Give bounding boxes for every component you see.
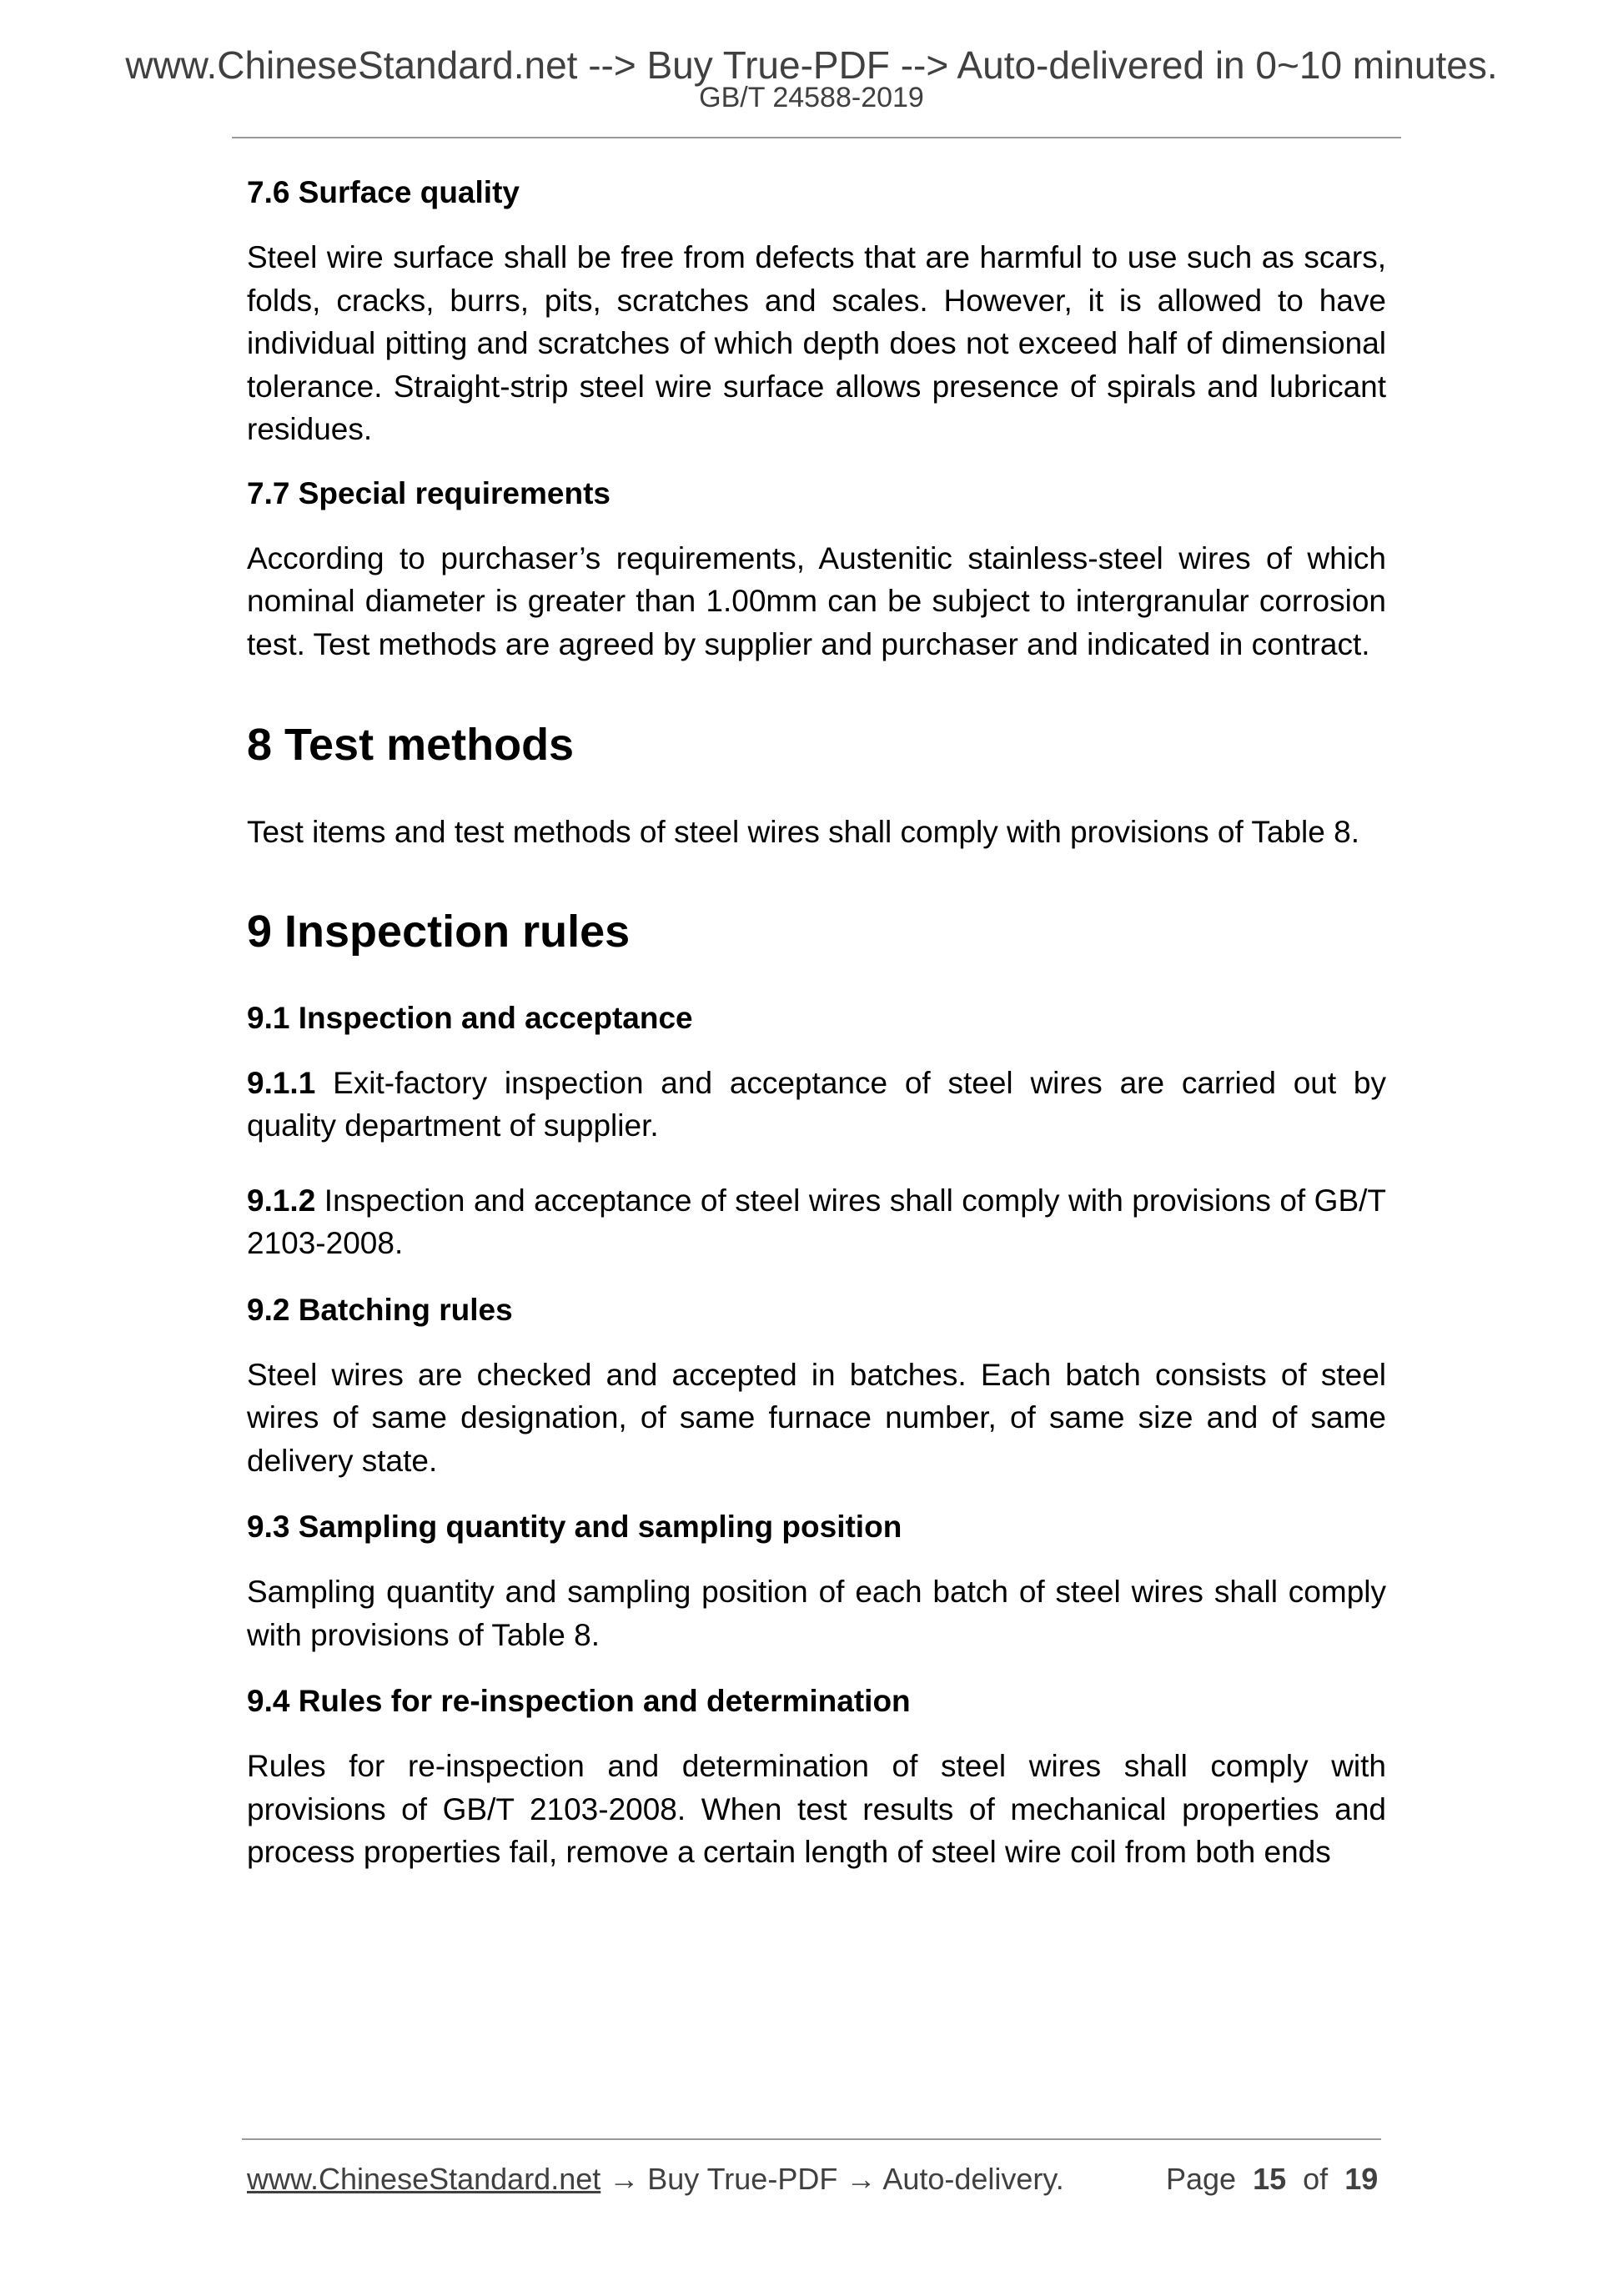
- heading-9-2: 9.2 Batching rules: [247, 1292, 513, 1327]
- footer-divider: [242, 2138, 1381, 2140]
- page-total: 19: [1344, 2162, 1379, 2196]
- heading-9-1: 9.1 Inspection and acceptance: [247, 1000, 693, 1035]
- page-number: [1166, 2158, 1378, 2200]
- footer-promo: [247, 2158, 1064, 2200]
- heading-7-6: 7.6 Surface quality: [247, 175, 520, 209]
- page-content: [247, 171, 1386, 1874]
- paragraph-9-1-1: [247, 1062, 1386, 1148]
- paragraph-9-3: Sampling quantity and sampling position of each batch of steel wires shall comply with provisions of Table 8.: [247, 1575, 1386, 1652]
- paragraph-9-4: Rules for re-inspection and determination of steel wires shall comply with provisions of GB/T 2103-2008. When test results of mechanical properties and process properties fail, remove a certain length of steel wire coil from both ends: [247, 1749, 1386, 1869]
- paragraph-8: Test items and test methods of steel wires shall comply with provisions of Table 8.: [247, 815, 1359, 849]
- clause-number: 9.1.2: [247, 1183, 316, 1218]
- heading-8: 8 Test methods: [247, 720, 575, 770]
- of-label: of: [1303, 2162, 1329, 2196]
- clause-text: Exit-factory inspection and acceptance of steel wires are carried out by quality department of supplier.: [247, 1065, 1387, 1143]
- paragraph-9-1-2: [247, 1179, 1386, 1265]
- heading-9-3: 9.3 Sampling quantity and sampling position: [247, 1510, 902, 1544]
- document-id: GB/T 24588-2019: [699, 82, 924, 113]
- header-divider: [232, 137, 1401, 138]
- page-label: Page: [1166, 2162, 1237, 2196]
- page-footer: [247, 2158, 1386, 2200]
- paragraph-7-6: Steel wire surface shall be free from defects that are harmful to use such as scars, folds, cracks, burrs, pits, scratches and scales. However, it is allowed to have individual pitting and scratches of which depth does not exceed half of dimensional tolerance. Straight-strip steel wire surface allows presence of spirals and lubricant residues.: [247, 240, 1386, 446]
- heading-9: 9 Inspection rules: [247, 906, 631, 957]
- footer-site-link[interactable]: www.ChineseStandard.net: [247, 2162, 601, 2196]
- heading-7-7: 7.7 Special requirements: [247, 475, 611, 510]
- paragraph-7-7: According to purchaser’s requirements, Austenitic stainless-steel wires of which nominal diameter is greater than 1.00mm can be subject to intergranular corrosion test. Test methods are agreed by supplier and purchaser and indicated in contract.: [247, 540, 1386, 661]
- page-current: 15: [1253, 2162, 1287, 2196]
- header-banner: www.ChineseStandard.net --> Buy True-PDF --> Auto-delivered in 0~10 minutes.: [125, 43, 1498, 87]
- heading-9-4: 9.4 Rules for re-inspection and determination: [247, 1684, 911, 1718]
- clause-text: Inspection and acceptance of steel wires shall comply with provisions of GB/T 2103-2008.: [247, 1183, 1387, 1260]
- clause-number: 9.1.1: [247, 1065, 316, 1100]
- paragraph-9-2: Steel wires are checked and accepted in batches. Each batch consists of steel wires of same designation, of same furnace number, of same size and of same delivery state.: [247, 1357, 1386, 1478]
- footer-promo-text: → Buy True-PDF → Auto-delivery.: [600, 2162, 1064, 2196]
